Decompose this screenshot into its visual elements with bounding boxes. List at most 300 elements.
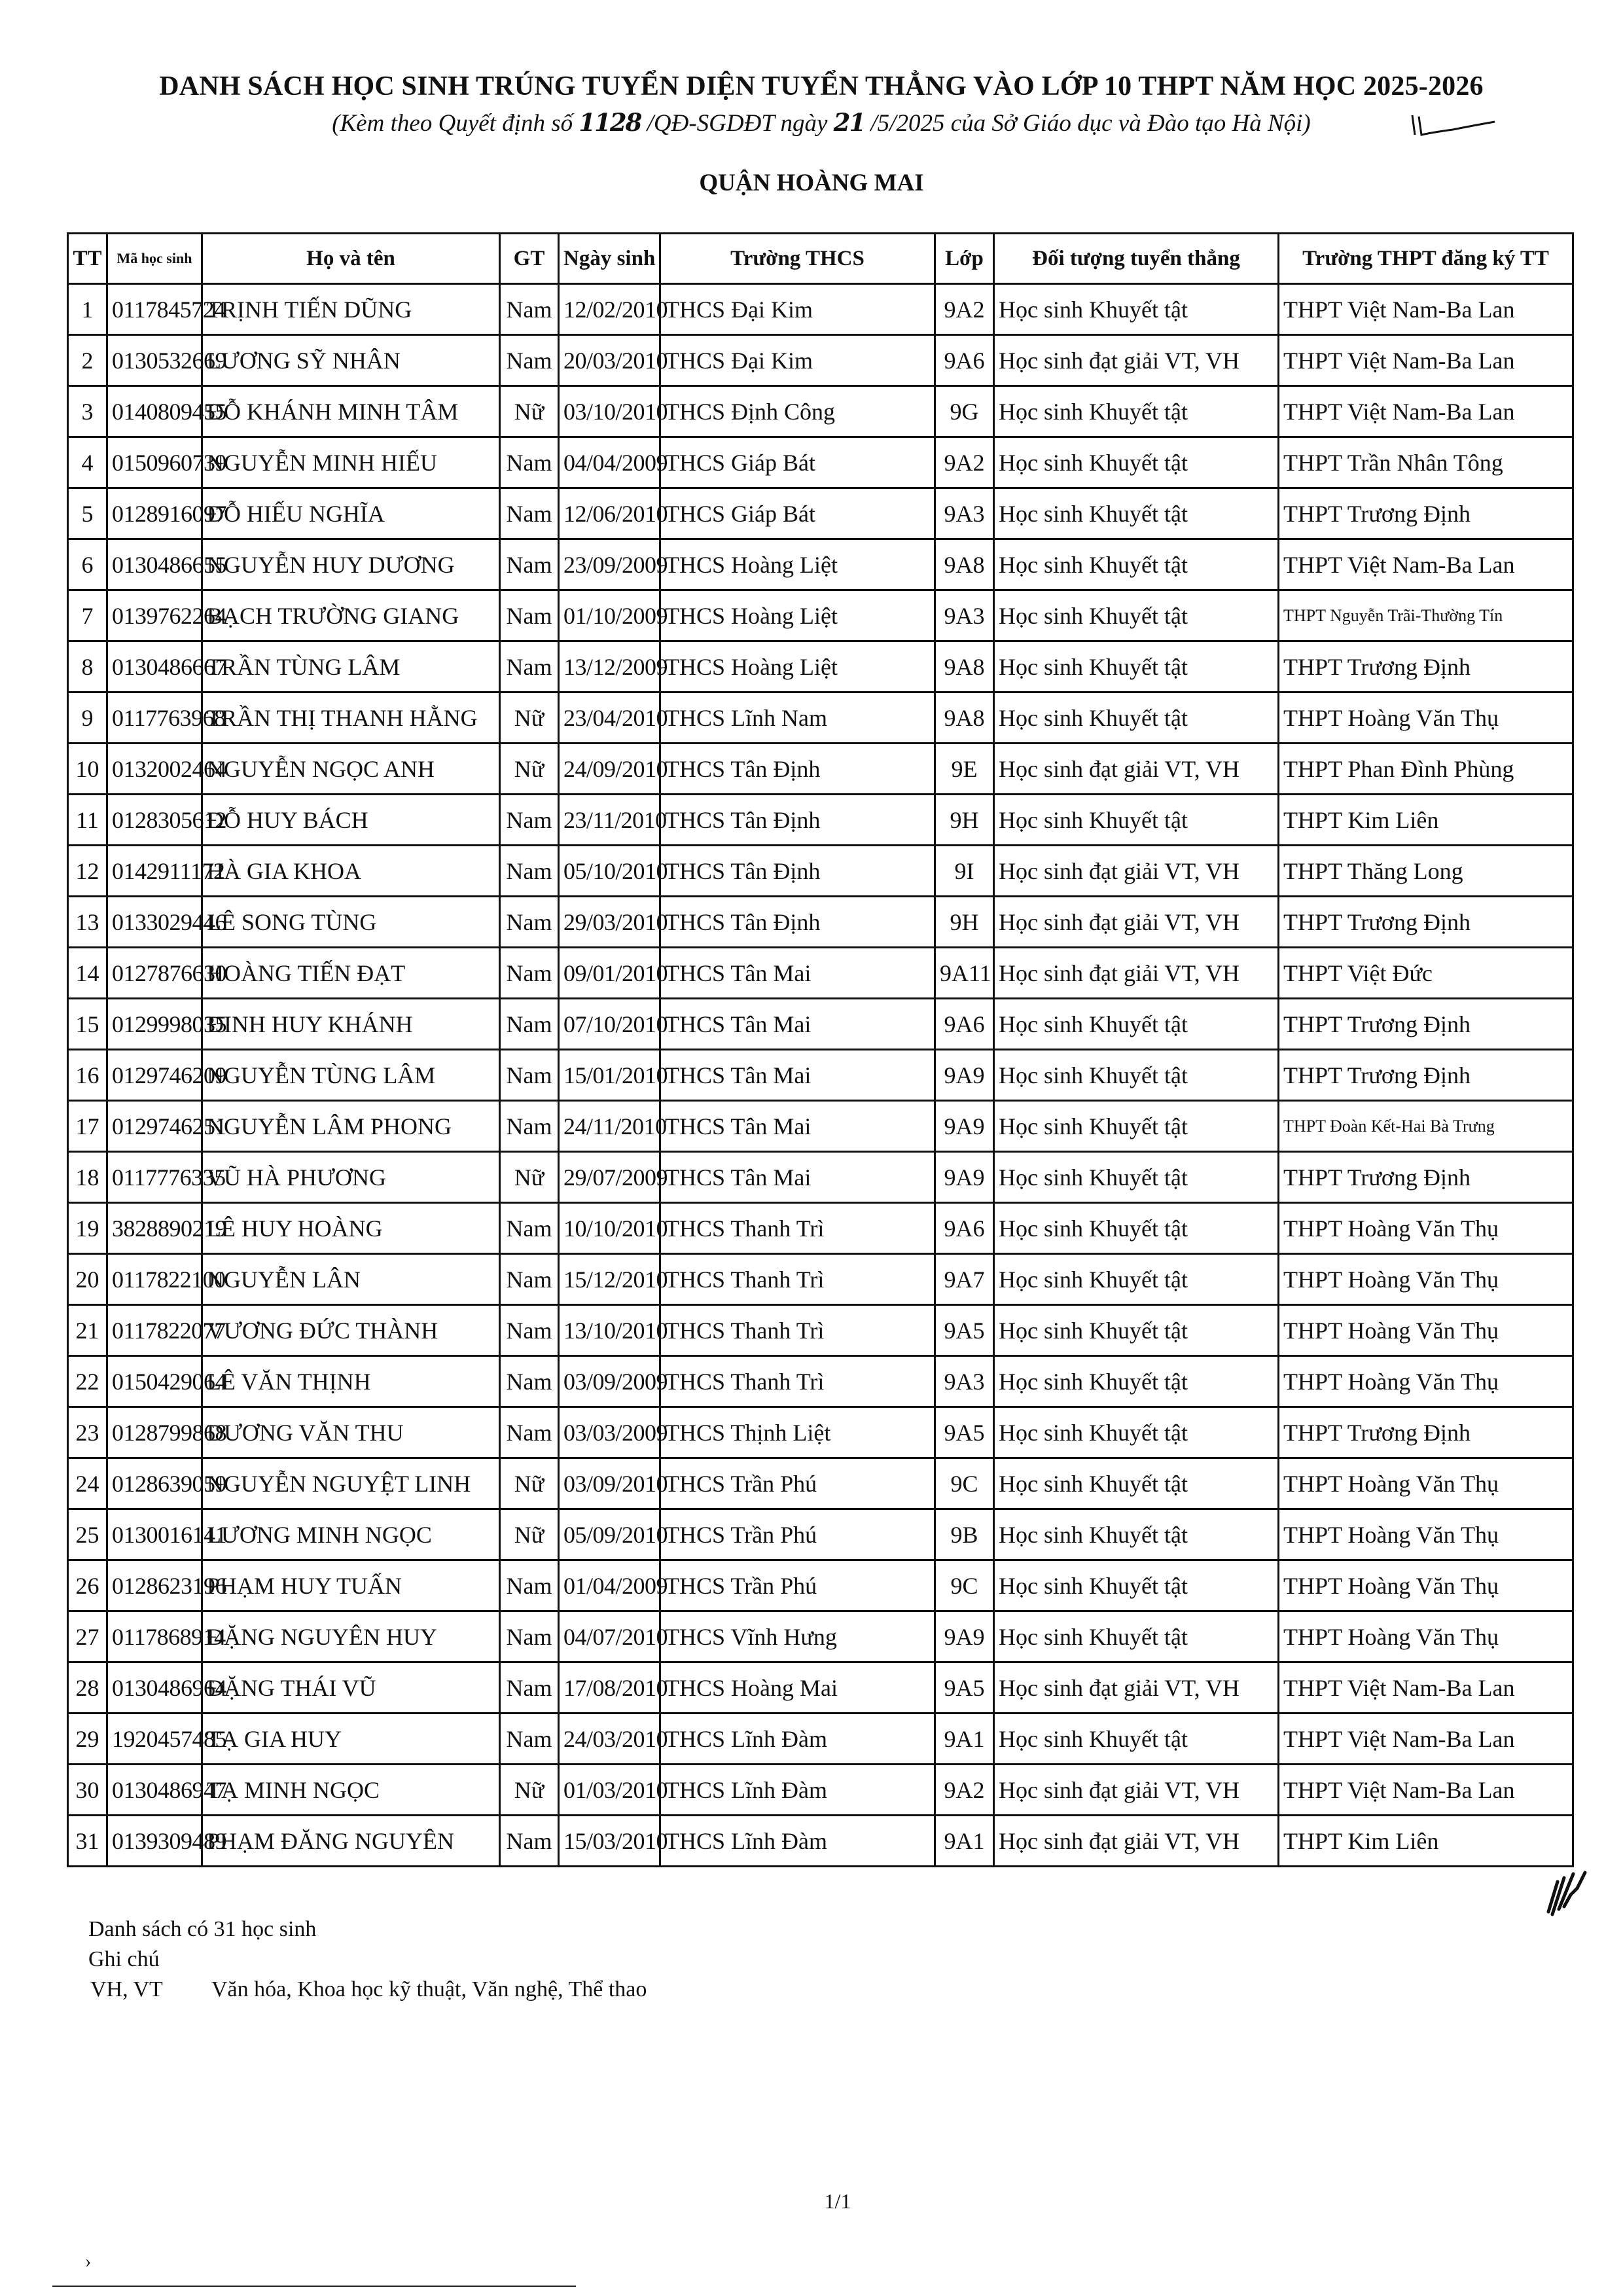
class-name-cell: 9G bbox=[935, 386, 994, 437]
student-id-cell: 0150960739 bbox=[107, 437, 202, 488]
table-body bbox=[68, 284, 1573, 1867]
date-of-birth-cell: 13/10/2010 bbox=[559, 1305, 660, 1356]
gender-cell: Nam bbox=[500, 948, 559, 999]
class-name-cell: 9C bbox=[935, 1458, 994, 1509]
date-of-birth-cell: 01/03/2010 bbox=[559, 1765, 660, 1816]
secondary-school-cell: THCS Trần Phú bbox=[660, 1560, 935, 1611]
secondary-school-cell: THCS Hoàng Liệt bbox=[660, 590, 935, 641]
table-row bbox=[68, 1101, 1573, 1152]
table-row bbox=[68, 335, 1573, 386]
student-id-cell: 0128305612 bbox=[107, 795, 202, 846]
admission-category-cell: Học sinh Khuyết tật bbox=[994, 1509, 1279, 1560]
admission-category-cell: Học sinh Khuyết tật bbox=[994, 488, 1279, 539]
student-name-cell: TẠ MINH NGỌC bbox=[202, 1765, 500, 1816]
date-of-birth-cell: 05/10/2010 bbox=[559, 846, 660, 897]
admission-category-cell: Học sinh đạt giải VT, VH bbox=[994, 335, 1279, 386]
table-row bbox=[68, 1356, 1573, 1407]
document-subtitle bbox=[131, 108, 1512, 137]
secondary-school-cell: THCS Tân Mai bbox=[660, 948, 935, 999]
registered-high-school-cell: THPT Việt Nam-Ba Lan bbox=[1279, 1662, 1573, 1713]
secondary-school-cell: THCS Tân Định bbox=[660, 897, 935, 948]
registered-high-school-cell: THPT Hoàng Văn Thụ bbox=[1279, 1254, 1573, 1305]
class-name-cell: 9A8 bbox=[935, 539, 994, 590]
class-name-cell: 9A5 bbox=[935, 1662, 994, 1713]
row-number-cell: 19 bbox=[68, 1203, 107, 1254]
date-of-birth-cell: 05/09/2010 bbox=[559, 1509, 660, 1560]
date-of-birth-cell: 29/03/2010 bbox=[559, 897, 660, 948]
student-id-cell: 0129746251 bbox=[107, 1101, 202, 1152]
secondary-school-cell: THCS Thịnh Liệt bbox=[660, 1407, 935, 1458]
student-name-cell: LÊ VĂN THỊNH bbox=[202, 1356, 500, 1407]
class-name-cell: 9I bbox=[935, 846, 994, 897]
gender-cell: Nam bbox=[500, 335, 559, 386]
col-header-gender: GT bbox=[500, 234, 559, 284]
table-row bbox=[68, 795, 1573, 846]
summary-count: 31 bbox=[213, 1917, 236, 1941]
registered-high-school-cell: THPT Việt Đức bbox=[1279, 948, 1573, 999]
row-number-cell: 4 bbox=[68, 437, 107, 488]
secondary-school-cell: THCS Lĩnh Đàm bbox=[660, 1713, 935, 1765]
row-number-cell: 14 bbox=[68, 948, 107, 999]
row-number-cell: 3 bbox=[68, 386, 107, 437]
gender-cell: Nam bbox=[500, 641, 559, 692]
decision-number-handwritten: 1128 bbox=[579, 108, 641, 137]
student-id-cell: 0150429064 bbox=[107, 1356, 202, 1407]
class-name-cell: 9A5 bbox=[935, 1305, 994, 1356]
secondary-school-cell: THCS Thanh Trì bbox=[660, 1254, 935, 1305]
secondary-school-cell: THCS Thanh Trì bbox=[660, 1203, 935, 1254]
table-header-row bbox=[68, 234, 1573, 284]
student-id-cell: 0142911172 bbox=[107, 846, 202, 897]
secondary-school-cell: THCS Đại Kim bbox=[660, 335, 935, 386]
gender-cell: Nam bbox=[500, 1816, 559, 1867]
student-name-cell: LƯƠNG SỸ NHÂN bbox=[202, 335, 500, 386]
gender-cell: Nữ bbox=[500, 1765, 559, 1816]
table-row bbox=[68, 284, 1573, 335]
class-name-cell: 9A9 bbox=[935, 1152, 994, 1203]
gender-cell: Nam bbox=[500, 539, 559, 590]
registered-high-school-cell: THPT Thăng Long bbox=[1279, 846, 1573, 897]
registered-high-school-cell: THPT Trương Định bbox=[1279, 641, 1573, 692]
secondary-school-cell: THCS Tân Định bbox=[660, 846, 935, 897]
note-label: Ghi chú bbox=[88, 1947, 160, 1971]
row-number-cell: 28 bbox=[68, 1662, 107, 1713]
table-row bbox=[68, 846, 1573, 897]
gender-cell: Nữ bbox=[500, 1152, 559, 1203]
date-of-birth-cell: 15/01/2010 bbox=[559, 1050, 660, 1101]
gender-cell: Nam bbox=[500, 999, 559, 1050]
student-id-cell: 0117763968 bbox=[107, 692, 202, 744]
student-id-cell: 0128623196 bbox=[107, 1560, 202, 1611]
student-name-cell: NGUYỄN NGỌC ANH bbox=[202, 744, 500, 795]
student-id-cell: 0130016141 bbox=[107, 1509, 202, 1560]
table-row bbox=[68, 437, 1573, 488]
admission-category-cell: Học sinh Khuyết tật bbox=[994, 1458, 1279, 1509]
class-name-cell: 9A9 bbox=[935, 1101, 994, 1152]
row-number-cell: 18 bbox=[68, 1152, 107, 1203]
secondary-school-cell: THCS Vĩnh Hưng bbox=[660, 1611, 935, 1662]
subtitle-part-3: /5/2025 của Sở Giáo dục và Đào tạo Hà Nội) bbox=[865, 110, 1311, 137]
row-number-cell: 6 bbox=[68, 539, 107, 590]
summary-line bbox=[88, 1914, 647, 1945]
row-number-cell: 26 bbox=[68, 1560, 107, 1611]
registered-high-school-cell: THPT Việt Nam-Ba Lan bbox=[1279, 335, 1573, 386]
secondary-school-cell: THCS Thanh Trì bbox=[660, 1305, 935, 1356]
student-name-cell: ĐẶNG NGUYÊN HUY bbox=[202, 1611, 500, 1662]
class-name-cell: 9E bbox=[935, 744, 994, 795]
date-of-birth-cell: 03/10/2010 bbox=[559, 386, 660, 437]
gender-cell: Nam bbox=[500, 1050, 559, 1101]
registered-high-school-cell: THPT Hoàng Văn Thụ bbox=[1279, 692, 1573, 744]
class-name-cell: 9C bbox=[935, 1560, 994, 1611]
secondary-school-cell: THCS Lĩnh Đàm bbox=[660, 1765, 935, 1816]
gender-cell: Nam bbox=[500, 1560, 559, 1611]
row-number-cell: 17 bbox=[68, 1101, 107, 1152]
table-row bbox=[68, 1254, 1573, 1305]
gender-cell: Nữ bbox=[500, 1458, 559, 1509]
student-name-cell: TẠ GIA HUY bbox=[202, 1713, 500, 1765]
student-name-cell: NGUYỄN MINH HIẾU bbox=[202, 437, 500, 488]
secondary-school-cell: THCS Giáp Bát bbox=[660, 437, 935, 488]
student-name-cell: HÀ GIA KHOA bbox=[202, 846, 500, 897]
student-id-cell: 0132002464 bbox=[107, 744, 202, 795]
admission-category-cell: Học sinh đạt giải VT, VH bbox=[994, 897, 1279, 948]
student-id-cell: 0117822100 bbox=[107, 1254, 202, 1305]
table-row bbox=[68, 999, 1573, 1050]
row-number-cell: 23 bbox=[68, 1407, 107, 1458]
class-name-cell: 9A9 bbox=[935, 1050, 994, 1101]
student-name-cell: TRỊNH TIẾN DŨNG bbox=[202, 284, 500, 335]
row-number-cell: 9 bbox=[68, 692, 107, 744]
row-number-cell: 30 bbox=[68, 1765, 107, 1816]
secondary-school-cell: THCS Lĩnh Đàm bbox=[660, 1816, 935, 1867]
secondary-school-cell: THCS Tân Định bbox=[660, 744, 935, 795]
secondary-school-cell: THCS Hoàng Mai bbox=[660, 1662, 935, 1713]
date-of-birth-cell: 13/12/2009 bbox=[559, 641, 660, 692]
registered-high-school-cell: THPT Hoàng Văn Thụ bbox=[1279, 1611, 1573, 1662]
row-number-cell: 22 bbox=[68, 1356, 107, 1407]
registered-high-school-cell: THPT Đoàn Kết-Hai Bà Trưng bbox=[1279, 1101, 1573, 1152]
bottom-rule bbox=[52, 2286, 576, 2287]
student-id-cell: 0117776335 bbox=[107, 1152, 202, 1203]
gender-cell: Nam bbox=[500, 284, 559, 335]
class-name-cell: 9A6 bbox=[935, 999, 994, 1050]
initial-signature-icon bbox=[1407, 113, 1499, 139]
summary-label: Danh sách có bbox=[88, 1917, 209, 1941]
student-id-cell: 0130486655 bbox=[107, 539, 202, 590]
col-header-registered-high-school: Trường THPT đăng ký TT bbox=[1279, 234, 1573, 284]
student-name-cell: DƯƠNG VĂN THU bbox=[202, 1407, 500, 1458]
date-of-birth-cell: 23/09/2009 bbox=[559, 539, 660, 590]
col-header-tt: TT bbox=[68, 234, 107, 284]
admission-category-cell: Học sinh Khuyết tật bbox=[994, 999, 1279, 1050]
student-name-cell: VƯƠNG ĐỨC THÀNH bbox=[202, 1305, 500, 1356]
class-name-cell: 9A5 bbox=[935, 1407, 994, 1458]
gender-cell: Nam bbox=[500, 1254, 559, 1305]
registered-high-school-cell: THPT Phan Đình Phùng bbox=[1279, 744, 1573, 795]
secondary-school-cell: THCS Đại Kim bbox=[660, 284, 935, 335]
student-name-cell: NGUYỄN HUY DƯƠNG bbox=[202, 539, 500, 590]
class-name-cell: 9A3 bbox=[935, 488, 994, 539]
date-of-birth-cell: 03/09/2010 bbox=[559, 1458, 660, 1509]
row-number-cell: 13 bbox=[68, 897, 107, 948]
student-name-cell: ĐINH HUY KHÁNH bbox=[202, 999, 500, 1050]
student-name-cell: LÊ SONG TÙNG bbox=[202, 897, 500, 948]
secondary-school-cell: THCS Lĩnh Nam bbox=[660, 692, 935, 744]
gender-cell: Nam bbox=[500, 590, 559, 641]
secondary-school-cell: THCS Tân Mai bbox=[660, 1050, 935, 1101]
table-row bbox=[68, 1560, 1573, 1611]
date-of-birth-cell: 24/03/2010 bbox=[559, 1713, 660, 1765]
registered-high-school-cell: THPT Hoàng Văn Thụ bbox=[1279, 1203, 1573, 1254]
gender-cell: Nam bbox=[500, 1305, 559, 1356]
student-id-cell: 0128639059 bbox=[107, 1458, 202, 1509]
col-header-secondary-school: Trường THCS bbox=[660, 234, 935, 284]
date-of-birth-cell: 15/12/2010 bbox=[559, 1254, 660, 1305]
secondary-school-cell: THCS Tân Mai bbox=[660, 1152, 935, 1203]
registered-high-school-cell: THPT Trương Định bbox=[1279, 1152, 1573, 1203]
table-row bbox=[68, 1305, 1573, 1356]
student-id-cell: 0128916097 bbox=[107, 488, 202, 539]
student-id-cell: 0127876630 bbox=[107, 948, 202, 999]
gender-cell: Nam bbox=[500, 1713, 559, 1765]
table-row bbox=[68, 1765, 1573, 1816]
admission-category-cell: Học sinh Khuyết tật bbox=[994, 1050, 1279, 1101]
abbreviation-key: VH, VT bbox=[90, 1977, 163, 2001]
registered-high-school-cell: THPT Hoàng Văn Thụ bbox=[1279, 1356, 1573, 1407]
student-name-cell: NGUYỄN LÂN bbox=[202, 1254, 500, 1305]
table-row bbox=[68, 1713, 1573, 1765]
student-id-cell: 0139762264 bbox=[107, 590, 202, 641]
date-of-birth-cell: 12/02/2010 bbox=[559, 284, 660, 335]
admission-category-cell: Học sinh Khuyết tật bbox=[994, 284, 1279, 335]
registered-high-school-cell: THPT Trương Định bbox=[1279, 488, 1573, 539]
admission-category-cell: Học sinh Khuyết tật bbox=[994, 437, 1279, 488]
secondary-school-cell: THCS Trần Phú bbox=[660, 1458, 935, 1509]
student-id-cell: 0130486947 bbox=[107, 1765, 202, 1816]
row-number-cell: 10 bbox=[68, 744, 107, 795]
col-header-full-name: Họ và tên bbox=[202, 234, 500, 284]
date-of-birth-cell: 09/01/2010 bbox=[559, 948, 660, 999]
student-name-cell: ĐỖ KHÁNH MINH TÂM bbox=[202, 386, 500, 437]
admission-category-cell: Học sinh Khuyết tật bbox=[994, 1305, 1279, 1356]
col-header-dob: Ngày sinh bbox=[559, 234, 660, 284]
date-of-birth-cell: 24/11/2010 bbox=[559, 1101, 660, 1152]
student-id-cell: 0128799868 bbox=[107, 1407, 202, 1458]
admission-category-cell: Học sinh Khuyết tật bbox=[994, 539, 1279, 590]
student-name-cell: TRẦN THỊ THANH HẰNG bbox=[202, 692, 500, 744]
class-name-cell: 9A1 bbox=[935, 1713, 994, 1765]
table-row bbox=[68, 539, 1573, 590]
admission-category-cell: Học sinh đạt giải VT, VH bbox=[994, 1816, 1279, 1867]
table-row bbox=[68, 488, 1573, 539]
page-signature-icon bbox=[1544, 1869, 1590, 1918]
admission-category-cell: Học sinh đạt giải VT, VH bbox=[994, 948, 1279, 999]
student-name-cell: VŨ HÀ PHƯƠNG bbox=[202, 1152, 500, 1203]
class-name-cell: 9A6 bbox=[935, 1203, 994, 1254]
subtitle-part-2: /QĐ-SGDĐT ngày bbox=[641, 110, 834, 137]
class-name-cell: 9A3 bbox=[935, 1356, 994, 1407]
student-table bbox=[67, 232, 1574, 1867]
date-of-birth-cell: 01/10/2009 bbox=[559, 590, 660, 641]
registered-high-school-cell: THPT Kim Liên bbox=[1279, 1816, 1573, 1867]
admission-category-cell: Học sinh đạt giải VT, VH bbox=[994, 1765, 1279, 1816]
student-id-cell: 0129746209 bbox=[107, 1050, 202, 1101]
registered-high-school-cell: THPT Trương Định bbox=[1279, 897, 1573, 948]
student-name-cell: ĐỖ HIẾU NGHĨA bbox=[202, 488, 500, 539]
row-number-cell: 11 bbox=[68, 795, 107, 846]
district-heading: QUẬN HOÀNG MAI bbox=[699, 170, 924, 196]
student-name-cell: NGUYỄN NGUYỆT LINH bbox=[202, 1458, 500, 1509]
student-name-cell: ĐẶNG THÁI VŨ bbox=[202, 1662, 500, 1713]
row-number-cell: 7 bbox=[68, 590, 107, 641]
student-name-cell: ĐỖ HUY BÁCH bbox=[202, 795, 500, 846]
gender-cell: Nữ bbox=[500, 744, 559, 795]
admission-category-cell: Học sinh Khuyết tật bbox=[994, 1713, 1279, 1765]
table-row bbox=[68, 744, 1573, 795]
gender-cell: Nam bbox=[500, 437, 559, 488]
table-row bbox=[68, 386, 1573, 437]
student-name-cell: PHẠM ĐĂNG NGUYÊN bbox=[202, 1816, 500, 1867]
admission-category-cell: Học sinh Khuyết tật bbox=[994, 692, 1279, 744]
table-row bbox=[68, 1203, 1573, 1254]
date-of-birth-cell: 04/07/2010 bbox=[559, 1611, 660, 1662]
col-header-admission-category: Đối tượng tuyển thẳng bbox=[994, 234, 1279, 284]
decision-day-handwritten: 21 bbox=[833, 108, 865, 137]
table-row bbox=[68, 590, 1573, 641]
gender-cell: Nam bbox=[500, 1203, 559, 1254]
date-of-birth-cell: 03/09/2009 bbox=[559, 1356, 660, 1407]
student-id-cell: 0139309489 bbox=[107, 1816, 202, 1867]
gender-cell: Nữ bbox=[500, 692, 559, 744]
admission-category-cell: Học sinh Khuyết tật bbox=[994, 1152, 1279, 1203]
registered-high-school-cell: THPT Kim Liên bbox=[1279, 795, 1573, 846]
secondary-school-cell: THCS Hoàng Liệt bbox=[660, 641, 935, 692]
admission-category-cell: Học sinh Khuyết tật bbox=[994, 1356, 1279, 1407]
row-number-cell: 21 bbox=[68, 1305, 107, 1356]
registered-high-school-cell: THPT Việt Nam-Ba Lan bbox=[1279, 284, 1573, 335]
admission-category-cell: Học sinh Khuyết tật bbox=[994, 1560, 1279, 1611]
date-of-birth-cell: 01/04/2009 bbox=[559, 1560, 660, 1611]
registered-high-school-cell: THPT Hoàng Văn Thụ bbox=[1279, 1509, 1573, 1560]
class-name-cell: 9A3 bbox=[935, 590, 994, 641]
date-of-birth-cell: 24/09/2010 bbox=[559, 744, 660, 795]
class-name-cell: 9H bbox=[935, 897, 994, 948]
admission-category-cell: Học sinh Khuyết tật bbox=[994, 1203, 1279, 1254]
table-row bbox=[68, 1509, 1573, 1560]
class-name-cell: 9A1 bbox=[935, 1816, 994, 1867]
secondary-school-cell: THCS Trần Phú bbox=[660, 1509, 935, 1560]
gender-cell: Nam bbox=[500, 1407, 559, 1458]
student-name-cell: LƯƠNG MINH NGỌC bbox=[202, 1509, 500, 1560]
date-of-birth-cell: 17/08/2010 bbox=[559, 1662, 660, 1713]
student-name-cell: LÊ HUY HOÀNG bbox=[202, 1203, 500, 1254]
student-name-cell: NGUYỄN LÂM PHONG bbox=[202, 1101, 500, 1152]
student-name-cell: BẠCH TRƯỜNG GIANG bbox=[202, 590, 500, 641]
date-of-birth-cell: 23/04/2010 bbox=[559, 692, 660, 744]
gender-cell: Nam bbox=[500, 846, 559, 897]
registered-high-school-cell: THPT Trần Nhân Tông bbox=[1279, 437, 1573, 488]
student-id-cell: 3828890219 bbox=[107, 1203, 202, 1254]
secondary-school-cell: THCS Tân Mai bbox=[660, 999, 935, 1050]
gender-cell: Nam bbox=[500, 1662, 559, 1713]
admission-category-cell: Học sinh Khuyết tật bbox=[994, 386, 1279, 437]
row-number-cell: 27 bbox=[68, 1611, 107, 1662]
gender-cell: Nữ bbox=[500, 386, 559, 437]
admission-category-cell: Học sinh đạt giải VT, VH bbox=[994, 744, 1279, 795]
table-row bbox=[68, 948, 1573, 999]
student-name-cell: TRẦN TÙNG LÂM bbox=[202, 641, 500, 692]
registered-high-school-cell: THPT Hoàng Văn Thụ bbox=[1279, 1305, 1573, 1356]
row-number-cell: 20 bbox=[68, 1254, 107, 1305]
secondary-school-cell: THCS Tân Mai bbox=[660, 1101, 935, 1152]
registered-high-school-cell: THPT Việt Nam-Ba Lan bbox=[1279, 1713, 1573, 1765]
row-number-cell: 16 bbox=[68, 1050, 107, 1101]
registered-high-school-cell: THPT Việt Nam-Ba Lan bbox=[1279, 386, 1573, 437]
gender-cell: Nam bbox=[500, 795, 559, 846]
date-of-birth-cell: 12/06/2010 bbox=[559, 488, 660, 539]
row-number-cell: 5 bbox=[68, 488, 107, 539]
table-row bbox=[68, 897, 1573, 948]
class-name-cell: 9A11 bbox=[935, 948, 994, 999]
abbreviation-line bbox=[88, 1975, 647, 2005]
admission-category-cell: Học sinh Khuyết tật bbox=[994, 1407, 1279, 1458]
student-id-cell: 0140809455 bbox=[107, 386, 202, 437]
registered-high-school-cell: THPT Hoàng Văn Thụ bbox=[1279, 1458, 1573, 1509]
document-title: DANH SÁCH HỌC SINH TRÚNG TUYỂN DIỆN TUYỂN THẲNG VÀO LỚP 10 THPT NĂM HỌC 2025-2026 bbox=[159, 71, 1484, 101]
date-of-birth-cell: 23/11/2010 bbox=[559, 795, 660, 846]
registered-high-school-cell: THPT Nguyễn Trãi-Thường Tín bbox=[1279, 590, 1573, 641]
admission-category-cell: Học sinh đạt giải VT, VH bbox=[994, 1662, 1279, 1713]
date-of-birth-cell: 07/10/2010 bbox=[559, 999, 660, 1050]
table-row bbox=[68, 1662, 1573, 1713]
student-id-cell: 0129998035 bbox=[107, 999, 202, 1050]
row-number-cell: 24 bbox=[68, 1458, 107, 1509]
table-row bbox=[68, 1152, 1573, 1203]
student-id-cell: 0130486667 bbox=[107, 641, 202, 692]
date-of-birth-cell: 04/04/2009 bbox=[559, 437, 660, 488]
student-id-cell: 0117822077 bbox=[107, 1305, 202, 1356]
row-number-cell: 8 bbox=[68, 641, 107, 692]
table-row bbox=[68, 1458, 1573, 1509]
registered-high-school-cell: THPT Hoàng Văn Thụ bbox=[1279, 1560, 1573, 1611]
date-of-birth-cell: 03/03/2009 bbox=[559, 1407, 660, 1458]
class-name-cell: 9A2 bbox=[935, 437, 994, 488]
student-id-cell: 0117868914 bbox=[107, 1611, 202, 1662]
admission-category-cell: Học sinh Khuyết tật bbox=[994, 1611, 1279, 1662]
admission-category-cell: Học sinh Khuyết tật bbox=[994, 795, 1279, 846]
row-number-cell: 31 bbox=[68, 1816, 107, 1867]
secondary-school-cell: THCS Hoàng Liệt bbox=[660, 539, 935, 590]
table-row bbox=[68, 641, 1573, 692]
col-header-student-id: Mã học sinh bbox=[107, 234, 202, 284]
row-number-cell: 1 bbox=[68, 284, 107, 335]
secondary-school-cell: THCS Giáp Bát bbox=[660, 488, 935, 539]
table-row bbox=[68, 1407, 1573, 1458]
student-id-cell: 0133029446 bbox=[107, 897, 202, 948]
admission-category-cell: Học sinh Khuyết tật bbox=[994, 1101, 1279, 1152]
registered-high-school-cell: THPT Trương Định bbox=[1279, 999, 1573, 1050]
gender-cell: Nữ bbox=[500, 1509, 559, 1560]
row-number-cell: 29 bbox=[68, 1713, 107, 1765]
registered-high-school-cell: THPT Trương Định bbox=[1279, 1407, 1573, 1458]
gender-cell: Nam bbox=[500, 488, 559, 539]
student-id-cell: 1920457485 bbox=[107, 1713, 202, 1765]
class-name-cell: 9A8 bbox=[935, 692, 994, 744]
row-number-cell: 12 bbox=[68, 846, 107, 897]
margin-mark: › bbox=[85, 2251, 92, 2272]
row-number-cell: 15 bbox=[68, 999, 107, 1050]
